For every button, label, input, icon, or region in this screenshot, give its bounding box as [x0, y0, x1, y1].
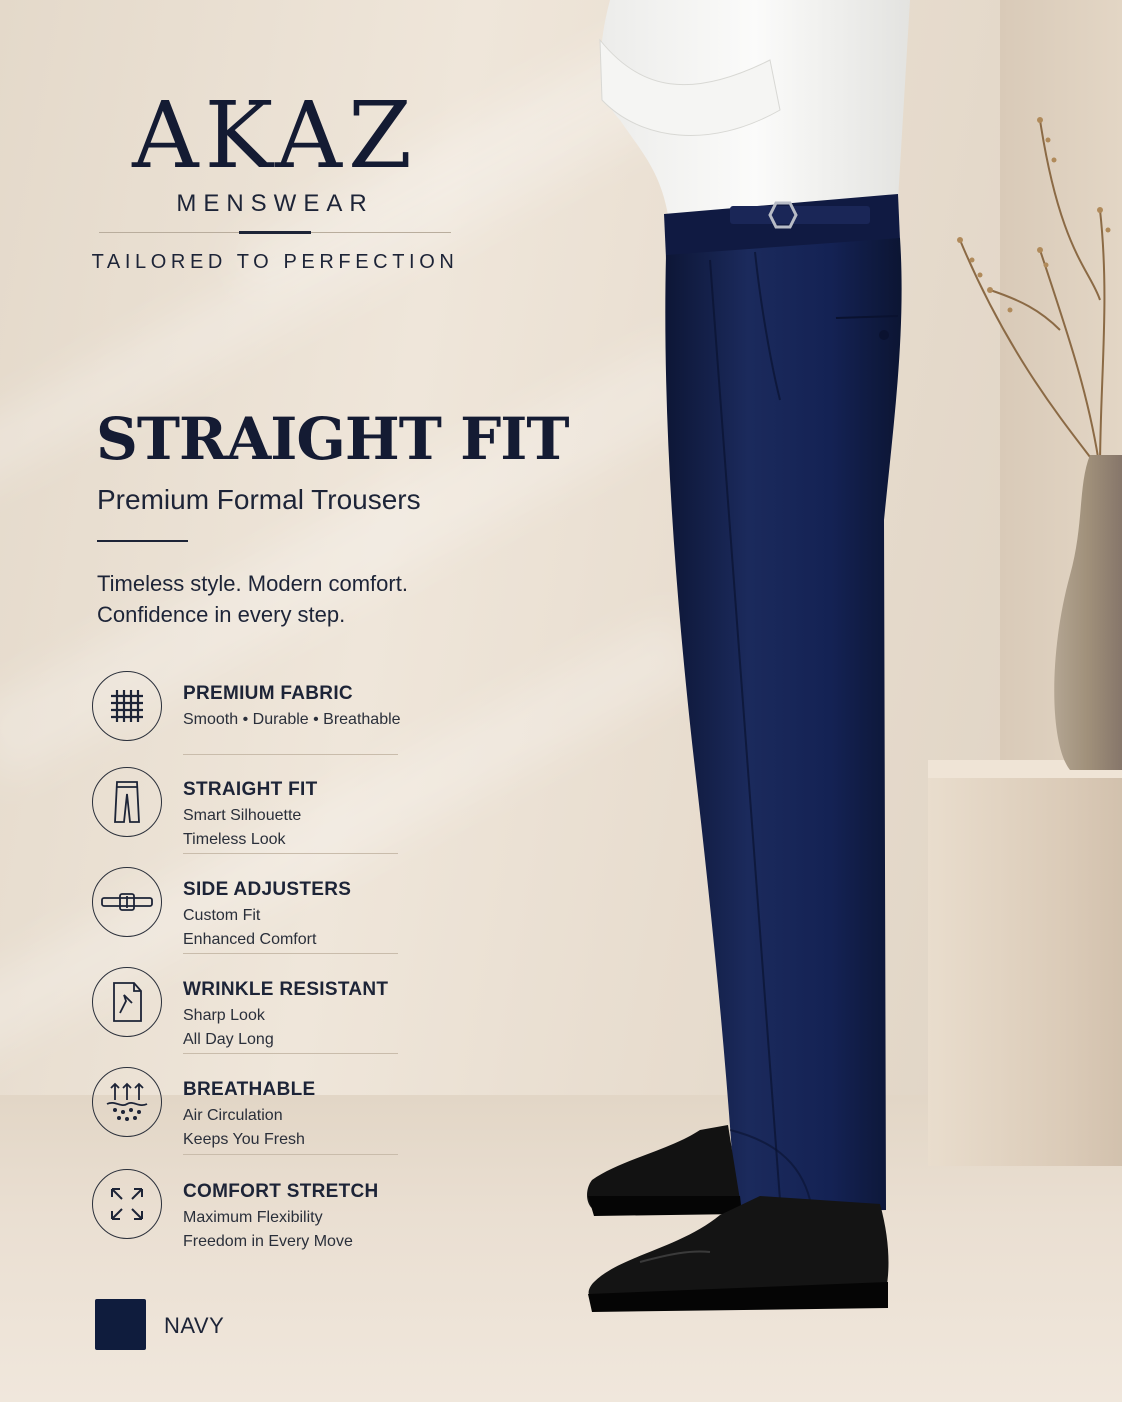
product-tagline-line-1: Timeless style. Modern comfort. [97, 571, 408, 596]
feature-title: PREMIUM FABRIC [183, 683, 353, 704]
feature-description: Freedom in Every Move [183, 1233, 353, 1250]
feature-divider [183, 1154, 398, 1155]
feature-straight-fit [92, 767, 398, 857]
feature-title: SIDE ADJUSTERS [183, 879, 352, 900]
feature-side-adjusters [92, 867, 398, 957]
product-title: STRAIGHT FIT [96, 405, 569, 473]
feature-description: Keeps You Fresh [183, 1131, 305, 1148]
side-adjuster-buckle-icon [92, 867, 162, 937]
feature-premium-fabric [92, 671, 401, 761]
title-divider [97, 540, 188, 542]
feature-description: Smooth • Durable • Breathable [183, 711, 401, 728]
brand-tagline: TAILORED TO PERFECTION [91, 251, 459, 273]
brand-divider [99, 232, 451, 233]
product-tagline-line-2: Confidence in every step. [97, 602, 346, 627]
feature-description: Custom Fit [183, 907, 261, 924]
stretch-arrows-icon [92, 1169, 162, 1239]
feature-description: Timeless Look [183, 831, 286, 848]
brand-subtitle: MENSWEAR [176, 190, 374, 217]
feature-title: BREATHABLE [183, 1079, 316, 1100]
feature-comfort-stretch [92, 1169, 398, 1259]
feature-breathable [92, 1067, 398, 1157]
brand-name: AKAZ [132, 82, 418, 189]
feature-description: Enhanced Comfort [183, 931, 317, 948]
feature-description: Air Circulation [183, 1107, 283, 1124]
feature-wrinkle-resistant [92, 967, 398, 1057]
feature-description: Smart Silhouette [183, 807, 302, 824]
model-in-navy-trousers [580, 0, 920, 1320]
ceramic-vase [1050, 455, 1122, 770]
wrinkle-resistant-icon [92, 967, 162, 1037]
feature-description: Sharp Look [183, 1007, 265, 1024]
color-swatch-label: NAVY [164, 1313, 225, 1338]
feature-divider [183, 1053, 398, 1054]
feature-title: WRINKLE RESISTANT [183, 979, 389, 1000]
feature-title: STRAIGHT FIT [183, 779, 318, 800]
airflow-icon [92, 1067, 162, 1137]
product-subtitle: Premium Formal Trousers [97, 484, 421, 515]
stone-plinth [928, 778, 1122, 1166]
feature-description: All Day Long [183, 1031, 274, 1048]
feature-title: COMFORT STRETCH [183, 1181, 379, 1202]
color-swatch-navy[interactable] [95, 1299, 146, 1350]
trousers-icon [92, 767, 162, 837]
dried-branches-decor [950, 100, 1122, 480]
feature-divider [183, 953, 398, 954]
brand-divider-accent [239, 231, 311, 234]
feature-divider [183, 754, 398, 755]
fabric-weave-icon [92, 671, 162, 741]
feature-divider [183, 853, 398, 854]
feature-description: Maximum Flexibility [183, 1209, 323, 1226]
brand-logo [90, 82, 460, 274]
